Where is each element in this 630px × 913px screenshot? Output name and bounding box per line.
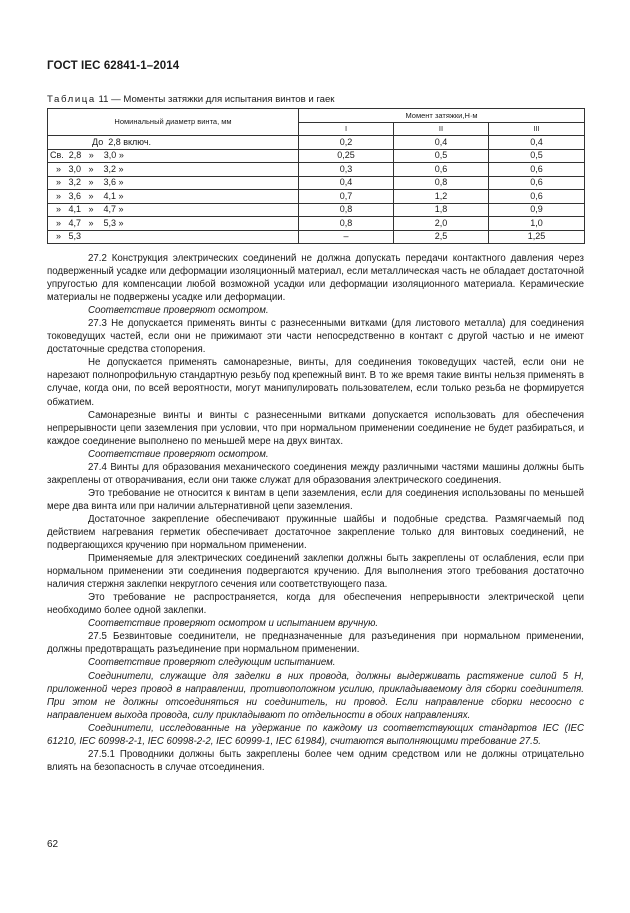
torque-cell: 0,4 [394,136,489,150]
paragraph: Это требование не относится к винтам в цепи заземления, если для соединения использованы по меньшей мере два винта или при наличии альтернативной цепи заземления. [47,487,584,512]
torque-cell: 0,3 [299,163,394,177]
paragraph: Применяемые для электрических соединений заклепки должны быть закреплены от ослабления, если при нормальном применении эти соединения подвергаются кручению. Для выполнения этого требования достаточно наличия стержня заклепки некруглого сечения или соответствующего паза. [47,553,584,591]
table-caption-title: 11 — Моменты затяжки для испытания винтов и гаек [95,94,335,105]
paragraph: Соединители, исследованные на удержание по каждому из соответствующих стандартов IEC (IEC 61210, IEC 60998-2-1, IEC 60998-2-2, IEC 60999-1, IEC 61984), считаются выполняющими требование 27.5. [47,722,584,747]
torque-cell: 1,2 [394,190,489,204]
torque-cell: 0,4 [299,176,394,190]
paragraph: 27.2 Конструкция электрических соединений не должна допускать передачи контактного давления через подверженный усадке или деформации изоляционный материал, если металлическая часть не обладает достаточной упругостью для компенсации любой возможной усадки или деформации изоляционного материала. Керамические материалы не подвержены усадке или деформации. [47,253,584,304]
table-row [48,163,585,177]
table-row [48,203,585,217]
table-row [48,176,585,190]
header-torque: Момент затяжки,Н·м [299,109,585,123]
diameter-cell: Св. 2,8 » 3,0 » [48,149,299,163]
paragraph: Самонарезные винты и винты с разнесенными витками допускается использовать для обеспечения непрерывности цепи заземления при условии, что при нормальном применении соединение не будет разбираться, и каждое соединение выполнено по меньшей мере на двух винтах. [47,409,584,447]
paragraph: Соответствие проверяют осмотром и испытанием вручную. [88,618,379,630]
paragraph: Соответствие проверяют осмотром. [88,305,269,317]
table-caption [47,94,335,105]
paragraph: 27.3 Не допускается применять винты с разнесенными витками (для листового металла) для соединения токоведущих частей, если они не прижимают эти части непосредственно в контакт с другой частью и не имеют достаточные средства стопорения. [47,318,584,356]
torque-cell: – [299,230,394,244]
torque-cell: 1,8 [394,203,489,217]
paragraph: Соответствие проверяют осмотром. [88,448,269,460]
torque-table [47,108,585,244]
torque-cell: 2,0 [394,217,489,231]
torque-cell: 0,5 [489,149,585,163]
torque-cell: 1,0 [489,217,585,231]
paragraph: Соответствие проверяют следующим испытанием. [88,657,336,669]
table-caption-prefix: Таблица [47,94,96,105]
body-text [47,252,584,774]
paragraph: 27.5.1 Проводники должны быть закреплены более чем одним средством или не должны отрицательно влиять на безопасность в случае отсоединения. [47,748,584,773]
torque-cell: 0,9 [489,203,585,217]
torque-cell: 0,4 [489,136,585,150]
torque-cell: 0,8 [394,176,489,190]
torque-cell: 0,6 [489,176,585,190]
page-number: 62 [47,839,59,850]
diameter-cell: » 4,7 » 5,3 » [48,217,299,231]
table-row [48,149,585,163]
subheader-iii: III [489,122,585,136]
torque-cell: 0,6 [489,163,585,177]
diameter-cell: До 2,8 включ. [48,136,299,150]
torque-cell: 0,7 [299,190,394,204]
paragraph: 27.4 Винты для образования механического соединения между различными частями машины должны быть закреплены от отворачивания, если они также служат для образования электрического соединения. [47,461,584,486]
torque-cell: 0,2 [299,136,394,150]
subheader-i: I [299,122,394,136]
document-header: ГОСТ IEC 62841-1–2014 [47,60,180,72]
paragraph: Это требование не распространяется, когда для обеспечения непрерывности электрической цепи необходимо более одной заклепки. [47,592,584,617]
diameter-cell: » 3,0 » 3,2 » [48,163,299,177]
header-diameter: Номинальный диаметр винта, мм [48,109,299,136]
torque-cell: 0,8 [299,203,394,217]
table-row [48,217,585,231]
paragraph: Не допускается применять самонарезные, винты, для соединения токоведущих частей, если они не нарезают полнопрофильную стандартную резьбу под крепежный винт. В то же время такие винты нельзя применять в случае, когда они, по всей вероятности, могут манипулировать пользователем, если только резьба не формируется обжатием. [47,357,584,408]
diameter-cell: » 3,6 » 4,1 » [48,190,299,204]
torque-cell: 0,8 [299,217,394,231]
subheader-ii: II [394,122,489,136]
diameter-cell: » 5,3 [48,230,299,244]
torque-cell: 0,25 [299,149,394,163]
paragraph: Достаточное закрепление обеспечивают пружинные шайбы и подобные средства. Размягчаемый под действием нагревания герметик обеспечивает достаточное закрепление только для винтовых соединений, не подвергающихся кручению при нормальном применении. [47,513,584,552]
table-row [48,136,585,150]
table-row [48,230,585,244]
paragraph: Соединители, служащие для заделки в них провода, должны выдерживать растяжение силой 5 Н, приложенной через провод в направлении, противоположном усилию, прикладываемому для сборки соединителя. При этом не должны отсоединяться ни соединитель, ни провод. Если направление сборки несоосно с направлением выхода провода, силу прикладывают по отдельности в обоих направлениях. [47,670,584,721]
diameter-cell: » 4,1 » 4,7 » [48,203,299,217]
torque-cell: 2,5 [394,230,489,244]
torque-cell: 0,6 [394,163,489,177]
torque-cell: 0,6 [489,190,585,204]
torque-cell: 0,5 [394,149,489,163]
paragraph: 27.5 Безвинтовые соединители, не предназначенные для разъединения при нормальном применении, должны предотвращать разъединение при нормальном применении. [47,631,584,656]
torque-cell: 1,25 [489,230,585,244]
diameter-cell: » 3,2 » 3,6 » [48,176,299,190]
table-row [48,190,585,204]
